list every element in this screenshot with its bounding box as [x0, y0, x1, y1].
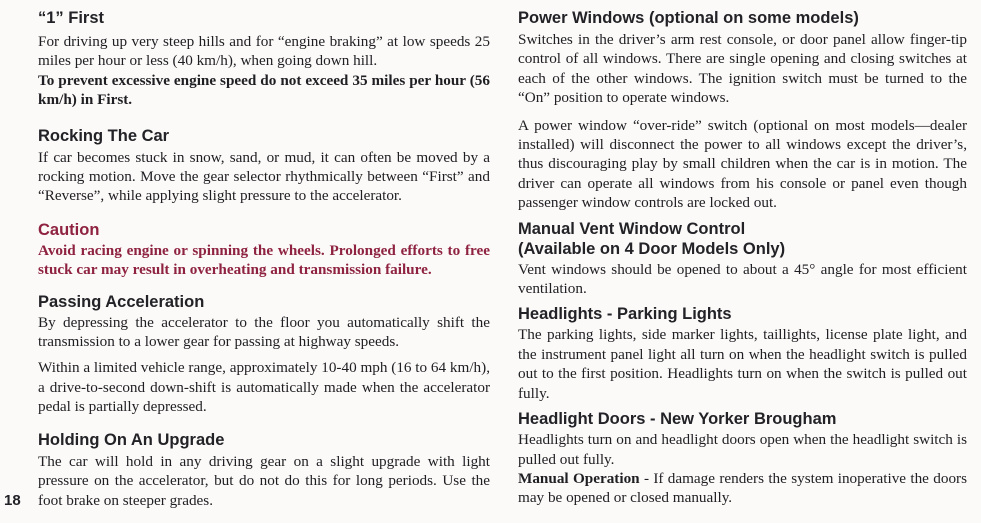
- right-column: [518, 8, 967, 508]
- rocking-text: If car becomes stuck in snow, sand, or mud, it can often be moved by a rocking motion. Move the gear selector rhythmically between “First” and “Reverse”, while applying slight pressure to the accelerator.: [38, 148, 490, 205]
- first-gear-heading: “1” First: [38, 9, 105, 27]
- headlights-heading: Headlights - Parking Lights: [518, 305, 732, 324]
- manual-operation-text: - If damage renders the system inoperative the doors may be opened or closed manually.: [518, 469, 968, 507]
- rocking-heading: Rocking The Car: [38, 126, 170, 145]
- headlight-doors-text: Headlights turn on and headlight doors open when the headlight switch is pulled out fully.: [518, 431, 967, 468]
- vent-heading-2: (Available on 4 Door Models Only): [518, 239, 786, 258]
- upgrade-heading: Holding On An Upgrade: [38, 430, 225, 449]
- upgrade-text: The car will hold in any driving gear on a slight upgrade with light pressure on the accelerator, but do not do this for long periods. Use the foot brake on steeper grades.: [38, 452, 490, 509]
- first-gear-warning: To prevent excessive engine speed do not exceed 35 miles per hour (56 km/h) in First.: [38, 71, 490, 109]
- vent-text: Vent windows should be opened to about a 45° angle for most efficient ventilation.: [518, 260, 967, 298]
- headlight-doors-heading: Headlight Doors - New Yorker Brougham: [518, 410, 837, 429]
- manual-operation-label: Manual Operation: [518, 469, 640, 487]
- vent-heading-1: Manual Vent Window Control: [518, 219, 746, 238]
- passing-text-1: By depressing the accelerator to the floor you automatically shift the transmission to a lower gear for passing at highway speeds.: [38, 313, 490, 351]
- left-column: [38, 8, 490, 510]
- power-windows-text-1: Switches in the driver’s arm rest console, or door panel allow finger-tip control of all windows. There are single opening and closing switches at each of the other windows. The ignition switch must be turned to the “On” position to operate windows.: [518, 31, 967, 107]
- headlights-text: The parking lights, side marker lights, taillights, license plate light, and the instrument panel light all turn on when the headlight switch is pulled out to the first position. Headlights turn on when the switch is pulled out fully.: [518, 326, 967, 402]
- passing-heading: Passing Acceleration: [38, 292, 205, 311]
- caution-heading: Caution: [38, 220, 100, 239]
- power-windows-heading: Power Windows (optional on some models): [518, 9, 859, 27]
- page-number: 18: [4, 492, 21, 509]
- caution-text: Avoid racing engine or spinning the wheels. Prolonged efforts to free stuck car may result in overheating and transmission failure.: [38, 241, 490, 279]
- power-windows-text-2: A power window “over-ride” switch (optional on most models—dealer installed) will disconnect the power to all windows except the driver’s, thus discouraging play by small children when the car is in motion. The driver can operate all windows from his console or panel even though passenger window controls are locked out.: [518, 116, 967, 212]
- manual-operation-paragraph: [518, 469, 967, 508]
- first-gear-text: For driving up very steep hills and for “engine braking” at low speeds 25 miles per hour or less (40 km/h), when going down hill.: [38, 33, 490, 70]
- passing-text-2: Within a limited vehicle range, approximately 10-40 mph (16 to 64 km/h), a drive-to-second down-shift is automatically made when the accelerator pedal is partially depressed.: [38, 359, 490, 416]
